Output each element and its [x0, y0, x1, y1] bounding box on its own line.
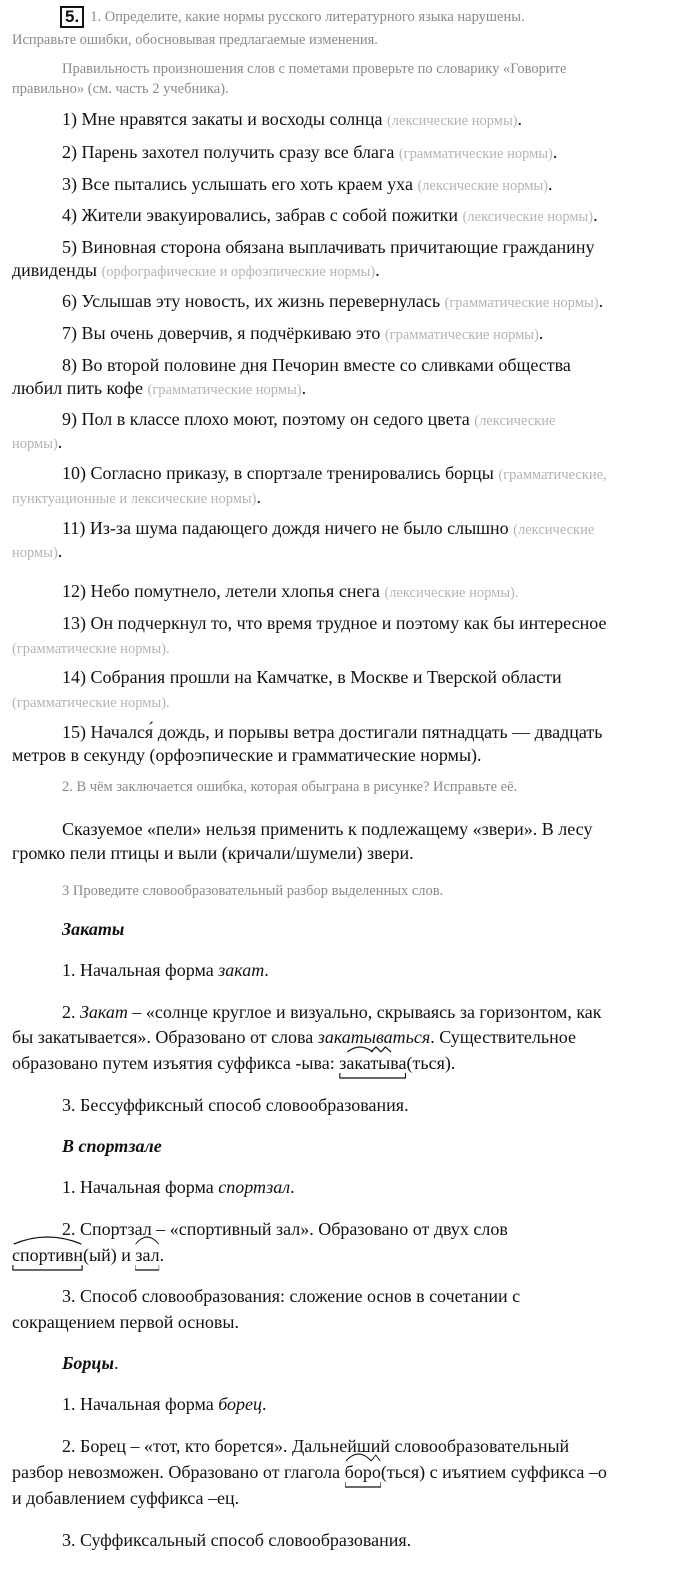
morpheme-marked-word-2: зал: [135, 1244, 159, 1266]
sportzal-p1: 1. Начальная форма спортзал.: [62, 1177, 295, 1197]
bortsy-p1: 1. Начальная форма борец.: [62, 1394, 267, 1414]
sentence-9-continuation: нормы).: [12, 432, 63, 452]
sentence-6: 6) Услышав эту новость, их жизнь перевернулась (грамматические нормы).: [62, 291, 604, 311]
answer-2-line-2: громко пели птицы и выли (кричали/шумели) звери.: [12, 843, 414, 863]
bortsy-p2-line-3: и добавлением суффикса –ец.: [12, 1488, 240, 1508]
zakaty-p1: 1. Начальная форма закат.: [62, 960, 269, 980]
exercise-number: 5.: [60, 6, 84, 28]
sentence-5: 5) Виновная сторона обязана выплачивать причитающие гражданину: [62, 237, 595, 257]
sportzal-p3-line-2: сокращением первой основы.: [12, 1312, 240, 1332]
sentence-11: 11) Из-за шума падающего дождя ничего не было слышно (лексические: [62, 518, 595, 538]
sentence-2: 2) Парень захотел получить сразу все блага (грамматические нормы).: [62, 142, 558, 162]
task-2: 2. В чём заключается ошибка, которая обыграна в рисунке? Исправьте её.: [62, 779, 518, 795]
sentence-15: 15) Начался́ дождь, и порывы ветра достигали пятнадцать — двадцать: [62, 722, 603, 742]
morpheme-marked-word: закатыва: [339, 1052, 406, 1074]
bortsy-p3: 3. Суффиксальный способ словообразования.: [62, 1530, 412, 1550]
sentence-1: 1) Мне нравятся закаты и восходы солнца (лексические нормы).: [62, 109, 523, 129]
task-1-text: 1. Определите, какие нормы русского литературного языка нарушены.: [90, 9, 525, 25]
task-1: [60, 6, 690, 28]
sentence-5-continuation: дивиденды (орфографические и орфоэпические нормы).: [12, 260, 380, 280]
sentence-8: 8) Во второй половине дня Печорин вместе со сливками общества: [62, 355, 571, 375]
note-line-1: Правильность произношения слов с пометами проверьте по словарику «Говорите: [62, 61, 567, 77]
sportzal-p3-line-1: 3. Способ словообразования: сложение основ в сочетании с: [62, 1286, 521, 1306]
sentence-15-continuation: метров в секунду (орфоэпические и грамматические нормы).: [12, 745, 482, 765]
answer-2-line-1: Сказуемое «пели» нельзя применить к подлежащему «звери». В лесу: [62, 819, 593, 839]
sentence-8-continuation: любил пить кофе (грамматические нормы).: [12, 378, 307, 398]
task-1-continuation: Исправьте ошибки, обосновывая предлагаемые изменения.: [12, 32, 378, 48]
sentence-7: 7) Вы очень доверчив, я подчёркиваю это (грамматические нормы).: [62, 323, 544, 343]
sportzal-p2-line-2: спортивн (ый) и зал .: [12, 1244, 690, 1266]
note-line-2: правильно» (см. часть 2 учебника).: [12, 81, 229, 97]
sportzal-p2-line-1: 2. Спортзал – «спортивный зал». Образовано от двух слов: [62, 1219, 508, 1239]
zakaty-p3: 3. Бессуффиксный способ словообразования.: [62, 1095, 409, 1115]
task-3: 3 Проведите словообразовательный разбор выделенных слов.: [62, 883, 444, 899]
sentence-3: 3) Все пытались услышать его хоть краем уха (лексические нормы).: [62, 174, 553, 194]
sentence-10: 10) Согласно приказу, в спортзале тренировались борцы (грамматические,: [62, 463, 607, 483]
zakaty-p2-line-2: бы закатывается». Образовано от слова закатываться. Существительное: [12, 1027, 576, 1047]
sentence-14: 14) Собрания прошли на Камчатке, в Москве и Тверской области: [62, 667, 562, 687]
sentence-14-continuation: (грамматические нормы).: [12, 695, 170, 711]
sentence-4: 4) Жители эвакуировались, забрав с собой пожитки (лексические нормы).: [62, 205, 598, 225]
heading-bortsy: Борцы.: [62, 1353, 119, 1373]
sentence-12: 12) Небо помутнело, летели хлопья снега (лексические нормы).: [62, 581, 519, 601]
sentence-10-continuation: пунктуационные и лексические нормы).: [12, 487, 261, 507]
sentence-13: 13) Он подчеркнул то, что время трудное и поэтому как бы интересное: [62, 613, 607, 633]
sentence-13-continuation: (грамматические нормы).: [12, 641, 170, 657]
bortsy-p2-line-1: 2. Борец – «тот, кто борется». Дальнейший словообразовательный: [62, 1436, 570, 1456]
bortsy-p2-line-2: разбор невозможен. Образовано от глагола боро (ться) с иъятием суффикса –о: [12, 1461, 690, 1483]
sentence-9: 9) Пол в классе плохо моют, поэтому он седого цвета (лексические: [62, 409, 556, 429]
heading-sportzal: В спортзале: [62, 1136, 162, 1156]
morpheme-marked-word-1: спортивн: [12, 1244, 83, 1266]
heading-zakaty: Закаты: [62, 919, 125, 939]
zakaty-p2-line-1: 2. Закат – «солнце круглое и визуально, скрываясь за горизонтом, как: [62, 1002, 602, 1022]
sentence-11-continuation: нормы).: [12, 541, 63, 561]
zakaty-p2-line-3: образовано путем изъятия суффикса -ыва: закатыва (ться).: [12, 1052, 690, 1074]
morpheme-marked-word: боро: [345, 1461, 381, 1483]
